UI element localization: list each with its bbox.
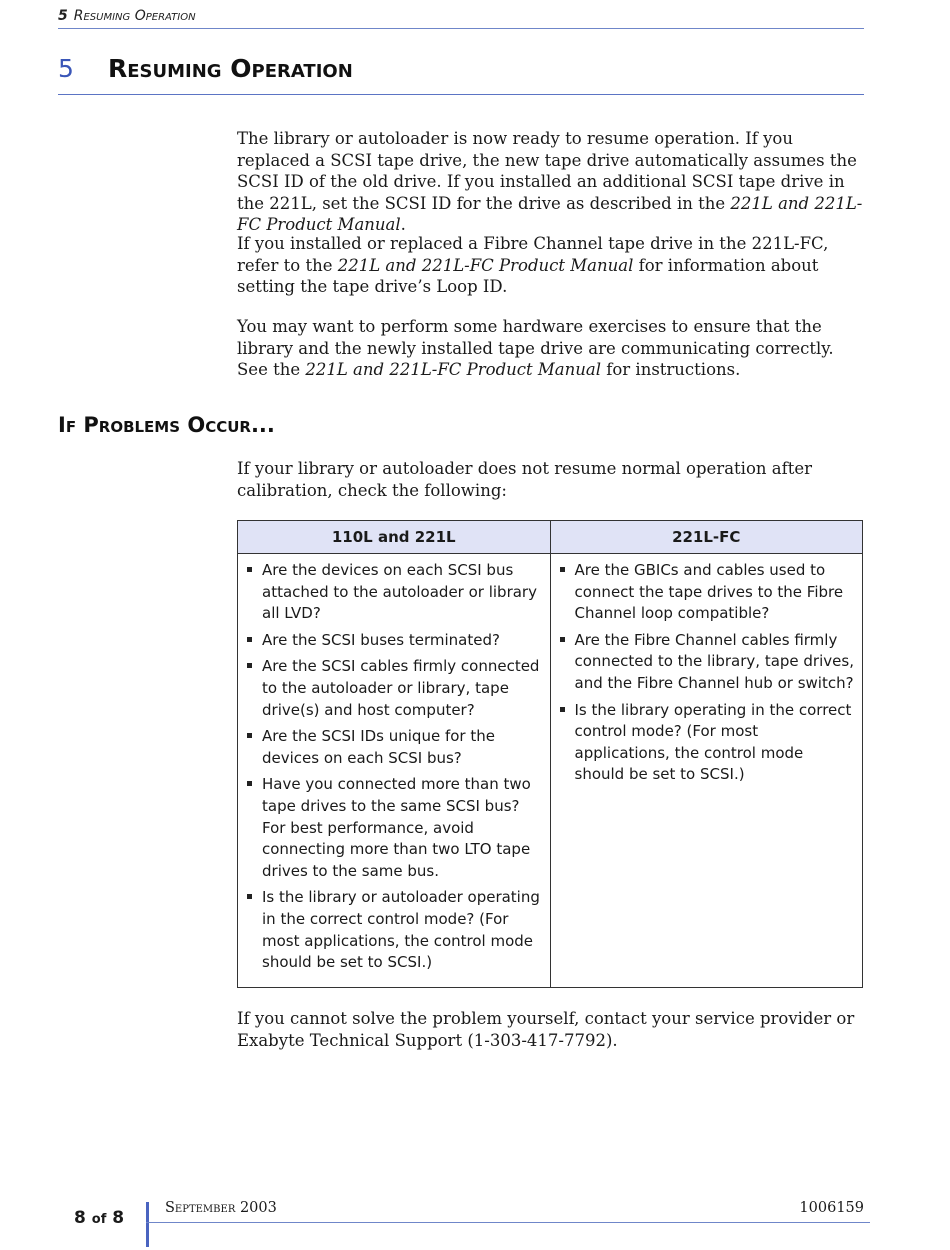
chapter-number: 5 <box>58 54 74 83</box>
page-current: 8 <box>74 1208 86 1228</box>
list-item: Are the devices on each SCSI bus attached to the autoloader or library all LVD? <box>246 560 544 625</box>
page-number <box>74 1208 124 1228</box>
running-header-chapter-number: 5 <box>58 8 68 24</box>
problems-intro: If your library or autoloader does not resume normal operation after calibration, check the following: <box>237 459 812 500</box>
manual-title: 221L and 221L-FC Product Manual <box>237 193 863 234</box>
manual-title: 221L and 221L-FC Product Manual <box>337 255 634 275</box>
intro-p3-end: for instructions. <box>601 360 741 379</box>
checklist-110l-221l <box>246 560 544 974</box>
column-header-110l-221l: 110L and 221L <box>238 521 551 554</box>
intro-paragraph-2 <box>237 233 863 298</box>
intro-paragraph-1 <box>237 128 863 236</box>
running-header-chapter-title: Resuming Operation <box>73 8 196 24</box>
running-header <box>58 8 864 29</box>
page-of: of <box>91 1212 107 1227</box>
intro-paragraph-3 <box>237 316 863 381</box>
footer-rule <box>146 1222 870 1223</box>
chapter-title: Resuming Operation <box>108 54 353 83</box>
list-item: Have you connected more than two tape drives to the same SCSI bus? For best performance, avoid connecting more than two LTO tape drives to the same bus. <box>246 774 544 882</box>
list-item: Are the SCSI IDs unique for the devices on each SCSI bus? <box>246 726 544 769</box>
section-heading-problems: If Problems Occur... <box>58 413 275 437</box>
intro-p2-end: for information about setting the tape drive’s Loop ID. <box>237 255 819 296</box>
intro-p3-text: You may want to perform some hardware exercises to ensure that the library and the newly installed tape drive are communicating correctly. See the <box>237 317 834 379</box>
document-number: 1006159 <box>799 1200 864 1216</box>
table-row <box>238 554 863 988</box>
list-item: Are the GBICs and cables used to connect the tape drives to the Fibre Channel loop compatible? <box>559 560 857 625</box>
list-item: Are the SCSI buses terminated? <box>246 630 544 652</box>
page-footer <box>58 1198 870 1248</box>
manual-title: 221L and 221L-FC Product Manual <box>305 360 601 379</box>
intro-p2-text: If you installed or replaced a Fibre Channel tape drive in the 221L-FC, refer to the <box>237 234 829 275</box>
list-item: Are the Fibre Channel cables firmly connected to the library, tape drives, and the Fibre Channel hub or switch? <box>559 630 857 695</box>
list-item: Is the library or autoloader operating in the correct control mode? (For most applications, the control mode should be set to SCSI.) <box>246 887 544 973</box>
troubleshooting-table <box>237 520 863 988</box>
list-item: Is the library operating in the correct control mode? (For most applications, the control mode should be set to SCSI.) <box>559 700 857 786</box>
checklist-cell-221l-fc <box>550 554 863 988</box>
intro-p1-text: The library or autoloader is now ready to resume operation. If you replaced a SCSI tape drive, the new tape drive automatically assumes the SCSI ID of the old drive. If you installed an additional SCSI tape drive in the 221L, set the SCSI ID for the drive as described in the <box>237 129 857 213</box>
footer-divider-bar <box>146 1202 149 1247</box>
checklist-221l-fc <box>559 560 857 786</box>
closing-paragraph: If you cannot solve the problem yourself, contact your service provider or Exabyte Technical Support (1-303-417-7792). <box>237 1009 855 1050</box>
chapter-heading <box>58 52 864 95</box>
page-total: 8 <box>112 1208 125 1228</box>
column-header-221l-fc: 221L-FC <box>550 521 863 554</box>
table-header-row <box>238 521 863 554</box>
list-item: Are the SCSI cables firmly connected to the autoloader or library, tape drive(s) and host computer? <box>246 656 544 721</box>
intro-p1-end: . <box>400 215 406 234</box>
checklist-cell-110l-221l <box>238 554 551 988</box>
publication-date: September 2003 <box>165 1200 277 1216</box>
